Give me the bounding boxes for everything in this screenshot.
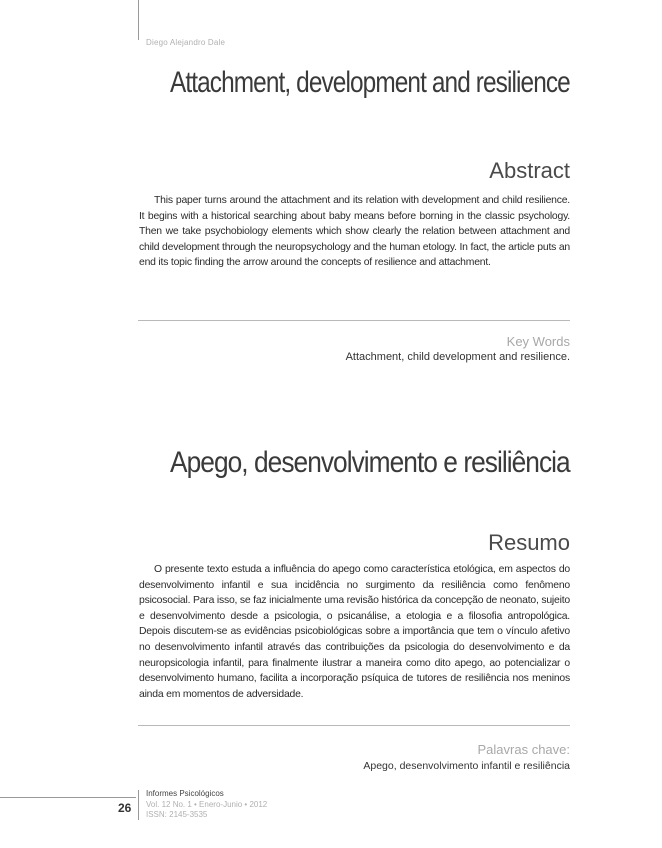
page-number: 26 [118, 801, 132, 815]
journal-issn: ISSN: 2145-3535 [146, 810, 208, 819]
journal-volume: Vol. 12 No. 1 • Enero-Junio • 2012 [146, 800, 268, 809]
header-vertical-rule [138, 0, 139, 40]
palavras-chave-label: Palavras chave: [477, 742, 570, 757]
abstract-paragraph: This paper turns around the attachment and its relation with development and child resilience. It begins with a historical searching about baby means before borning in the classic psychology. Then we take psychobiology elements which show clearly the relation between attachment and child development through the neuropsychology and the human etology. In fact, the article puts an end its topic finding the arrow around the concepts of resilience and attachment. [139, 195, 570, 269]
divider-rule [138, 320, 570, 321]
footer-vertical-rule [138, 790, 139, 820]
resumo-paragraph: O presente texto estuda a influência do apego como característica etológica, em aspectos do desenvolvimento infantil e sua incidência no surgimento da resiliência como fenômeno psicosocial. Para isso, se faz inicialmente uma revisão histórica da concepção de neonato, sujeito e desenvolvimento desde a psicologia, o psicanálise, a etologia e a filosofia antropológica. Depois discutem-se as evidências psicobiológicas sobre a importância que tem o vínculo afetivo no desenvolvimento infantil através das contribuições da psicologia do desenvolvimento e da neuropsicologia infantil, para finalmente ilustrar a maneira como dito apego, ao potencializar o desenvolvimento humano, facilita a incorporação psíquica de tutores de resiliência nos meninos ainda em momentos de adversidade. [139, 564, 570, 700]
palavras-chave-text: Apego, desenvolvimento infantil e resiliência [363, 760, 570, 772]
running-header-author: Diego Alejandro Dale [146, 38, 226, 47]
divider-rule-2 [138, 725, 570, 726]
keywords-text: Attachment, child development and resilience. [345, 351, 570, 363]
abstract-heading: Abstract [489, 158, 570, 183]
portuguese-title: Apego, desenvolvimento e resiliência [170, 446, 570, 479]
journal-name: Informes Psicológicos [146, 789, 224, 798]
resumo-heading: Resumo [488, 530, 570, 555]
footer-rule [0, 797, 136, 798]
english-title: Attachment, development and resilience [170, 66, 570, 99]
keywords-label: Key Words [506, 334, 570, 349]
